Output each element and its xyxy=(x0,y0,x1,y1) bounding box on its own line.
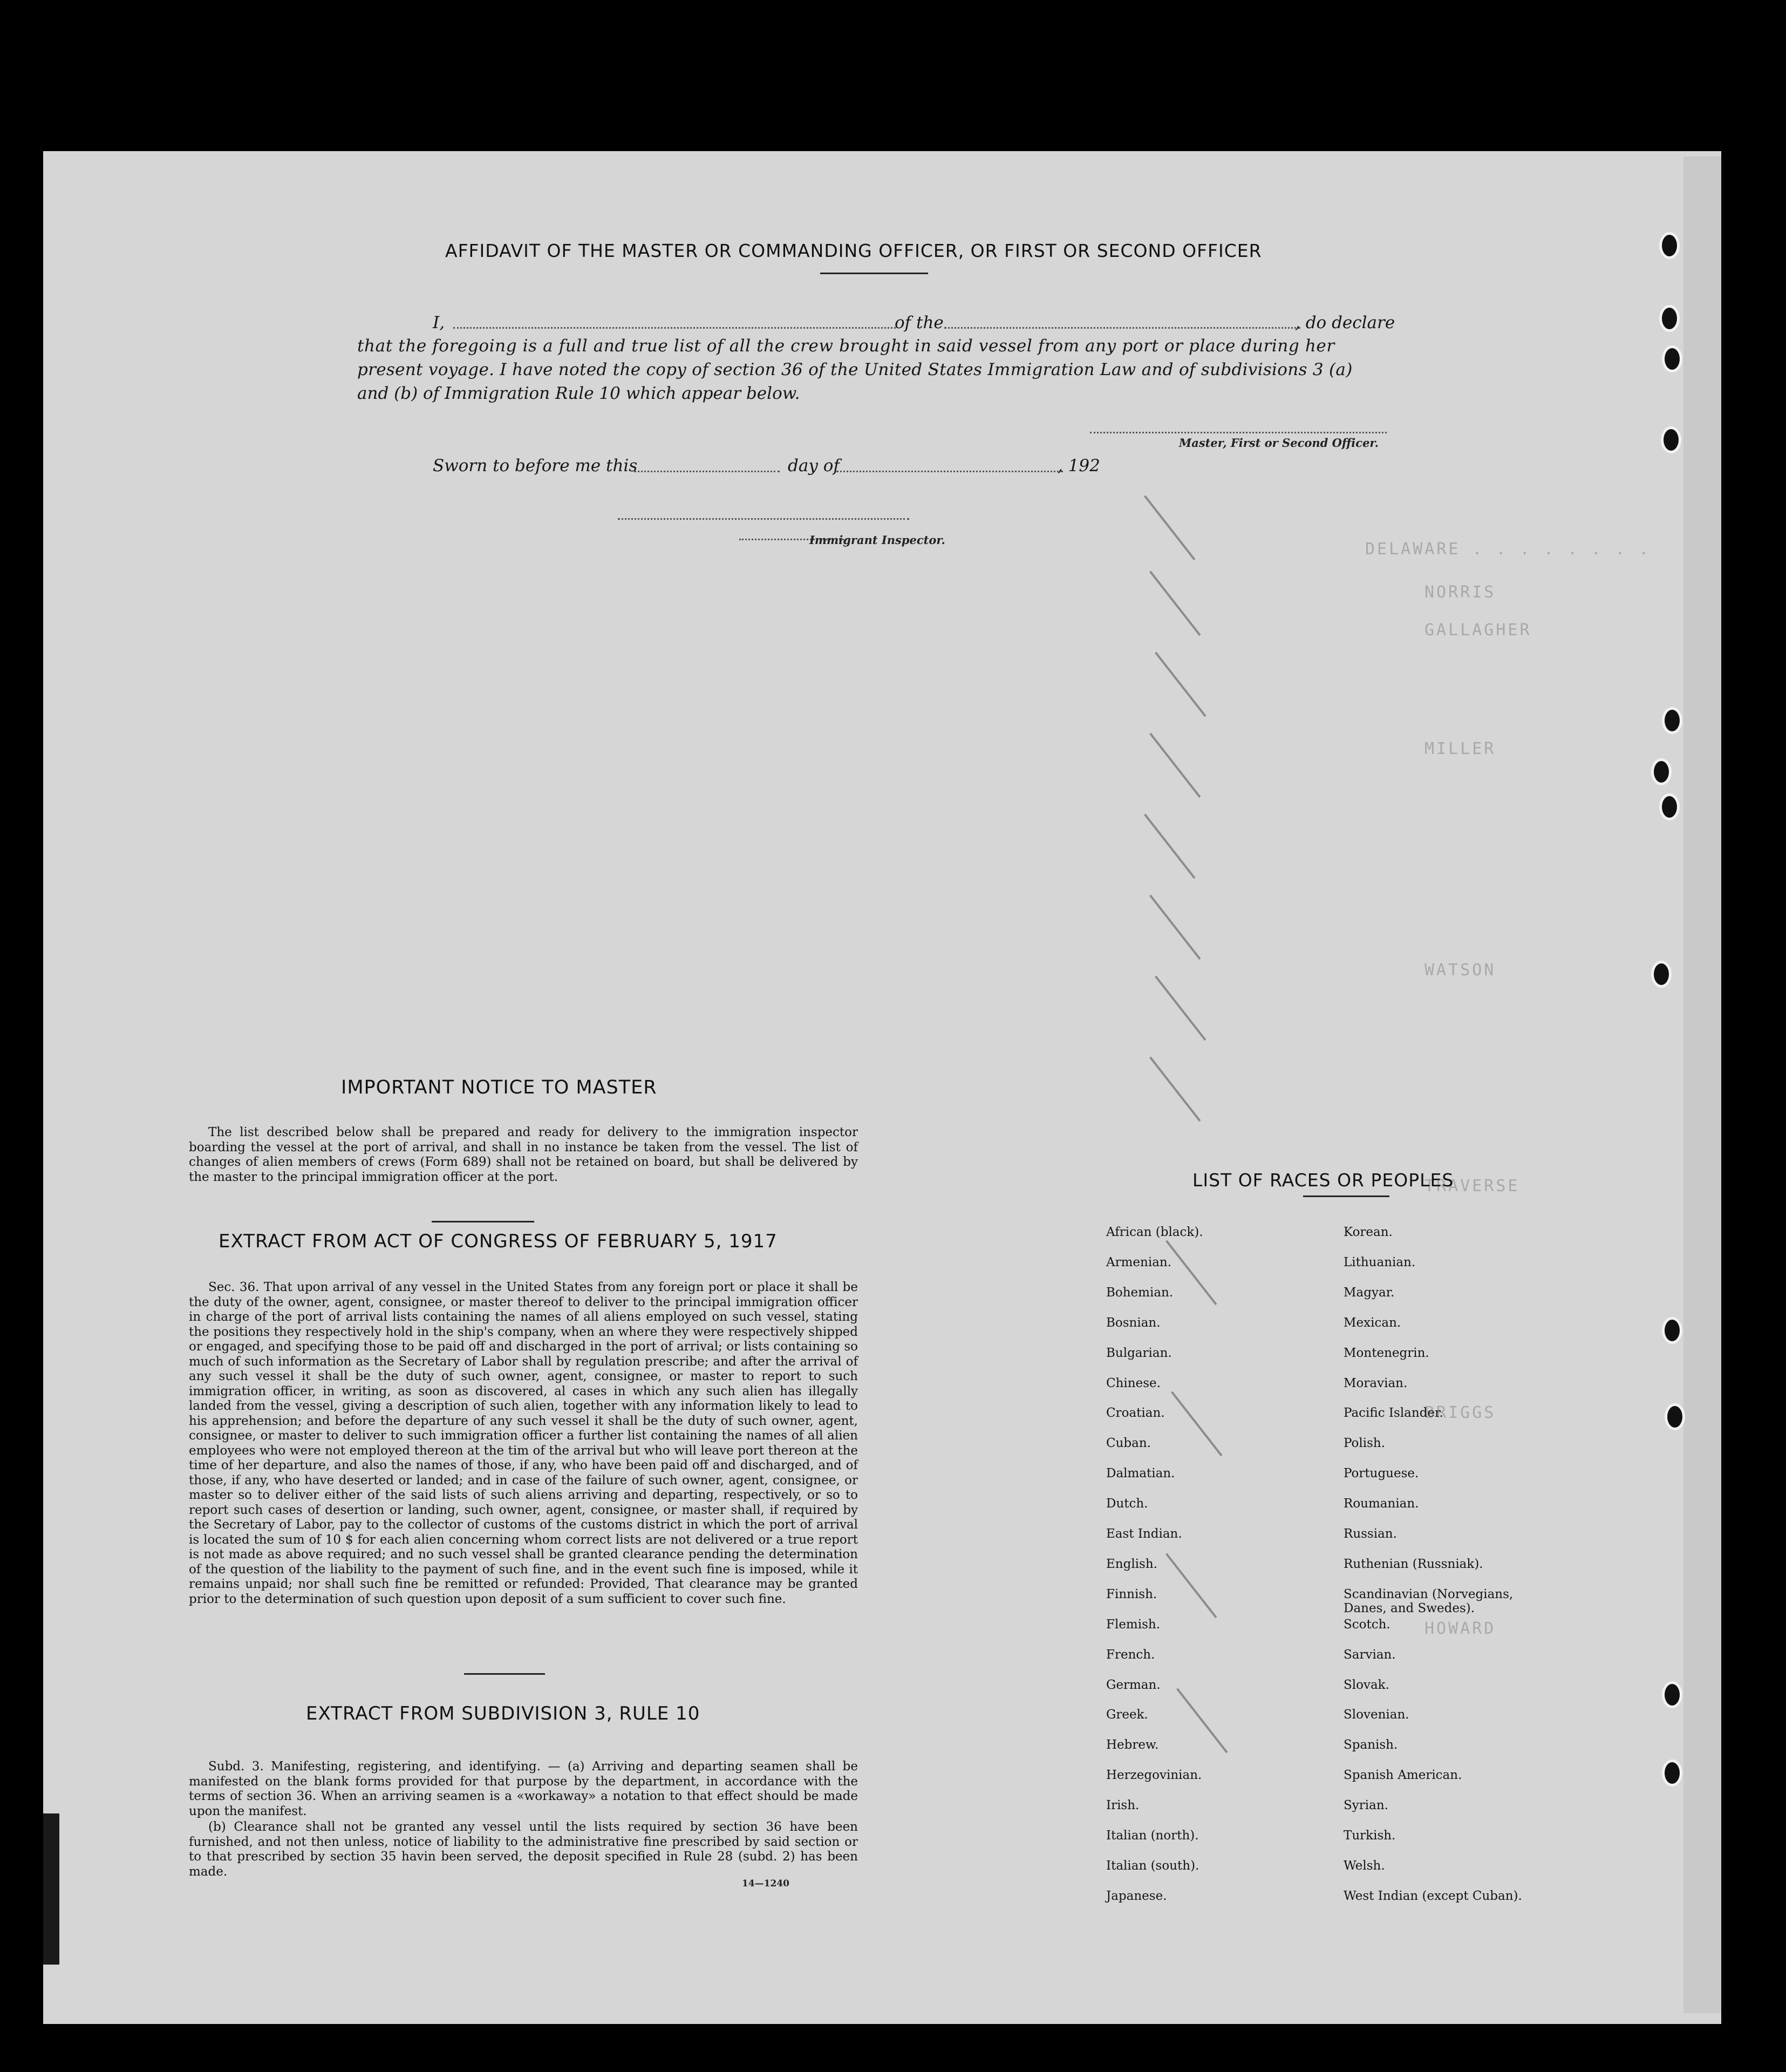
race-item: Magyar. xyxy=(1344,1285,1395,1300)
race-item: Japanese. xyxy=(1106,1888,1167,1903)
punch-hole xyxy=(1661,426,1681,453)
race-item: Bohemian. xyxy=(1106,1285,1174,1300)
rule-extract-text-b: (b) Clearance shall not be granted any vessel until the lists required by section 36 have been furnished, and not then unless, notice of liability to the administrative fine prescribed by said section or to that prescribed by section 35 havin been served, the deposit specified in Rule 28 (subd. 2) has been made. xyxy=(189,1820,858,1879)
race-item: Croatian. xyxy=(1106,1406,1165,1421)
act-extract-text: Sec. 36. That upon arrival of any vessel in the United States from any foreign port or place it shall be the duty of the owner, agent, consignee, or master thereof to deliver to the principal immigration officer in charge of the port of arrival lists containing the names of all aliens employed on such vessel, stating the positions they respectively hold in the ship's company, when an where they were respectively shipped or engaged, and specifying those to be paid off and discharged in the port of arrival; or lists containing so much of such information as the Secretary of Labor shall by regulation prescribe; and after the arrival of any such vessel it shall be the duty of such owner, agent, consignee, or master to report to such immigration officer, in writing, as soon as discovered, al cases in which any such alien has illegally landed from the vessel, giving a description of such alien, together with any information likely to lead to his apprehension; and before the departure of any such vessel it shall be the duty of such owner, agent, consignee, or master to deliver to such immigration officer a further list containing the names of all alien employees who were not employed thereon at the tim of the arrival but who will leave port thereon at the time of her departure, and also the names of those, if any, who have been paid off and discharged, and of those, if any, who have deserted or landed; and in case of the failure of such owner, agent, consignee, or master so to deliver either of the said lists of such aliens arriving and departing, respectively, or so to report such cases of desertion or landing, such owner, agent, consignee, or master shall, if required by the Secretary of Labor, pay to the collector of customs of the customs district in which the port of arrival is located the sum of 10 $ for each alien concerning whom correct lists are not delivered or a true report is not made as above required; and no such vessel shall be granted clearance pending the determination of the question of the liability to the payment of such fine, and in the event such fine is imposed, while it remains unpaid; nor shall such fine be remitted or refunded: Provided, That clearance may be granted prior to the determination of such question upon deposit of a sum sufficient to cover such fine. xyxy=(189,1280,858,1606)
sworn-day-of: day of xyxy=(788,456,840,475)
race-item: Portuguese. xyxy=(1344,1466,1419,1481)
master-signature-line[interactable] xyxy=(1090,432,1387,433)
race-item: Spanish. xyxy=(1344,1738,1398,1752)
race-item: French. xyxy=(1106,1647,1155,1662)
sworn-text: Sworn to before me this xyxy=(433,456,638,475)
next-page-edge xyxy=(1683,157,1721,2013)
race-item: Irish. xyxy=(1106,1798,1140,1813)
pencil-mark xyxy=(1155,976,1206,1041)
affidavit-i: I, xyxy=(433,313,445,332)
inspector-caption: Immigrant Inspector. xyxy=(809,533,945,547)
ghost-column: GALLAGHER xyxy=(1424,621,1532,640)
race-item: Spanish American. xyxy=(1344,1768,1462,1783)
master-caption: Master, First or Second Officer. xyxy=(1179,436,1379,450)
form-number: 14—1240 xyxy=(742,1878,789,1889)
punch-hole xyxy=(1662,1759,1682,1786)
punch-hole xyxy=(1659,793,1680,820)
punch-hole xyxy=(1659,305,1680,332)
race-item: Italian (south). xyxy=(1106,1858,1199,1873)
pencil-mark xyxy=(1176,1688,1228,1754)
race-item: Polish. xyxy=(1344,1436,1386,1451)
race-item: Hebrew. xyxy=(1106,1738,1159,1752)
race-item: Lithuanian. xyxy=(1344,1255,1416,1269)
punch-hole xyxy=(1651,758,1672,785)
race-item: Sarvian. xyxy=(1344,1647,1396,1662)
race-item: Italian (north). xyxy=(1106,1829,1199,1843)
pencil-mark xyxy=(1149,571,1201,636)
rule-extract-text-a: Subd. 3. Manifesting, registering, and identifying. — (a) Arriving and departing seamen shall be manifested on the blank forms provided for that purpose by the department, in accordance with the terms of section 36. When an arriving seamen is a «workaway» a notation to that effect should be made upon the manifest. xyxy=(189,1759,858,1818)
ghost-column: TRAVERSE xyxy=(1424,1177,1520,1195)
race-item: Dutch. xyxy=(1106,1497,1148,1511)
sworn-year: , 192 xyxy=(1058,456,1100,475)
race-item: Montenegrin. xyxy=(1344,1346,1429,1360)
race-item: Turkish. xyxy=(1344,1829,1396,1843)
affidavit-line-4: and (b) of Immigration Rule 10 which appear below. xyxy=(357,384,800,403)
race-item: Syrian. xyxy=(1344,1798,1388,1813)
scan-edge-mark xyxy=(43,1813,59,1965)
race-item: Cuban. xyxy=(1106,1436,1151,1451)
race-item: Russian. xyxy=(1344,1527,1397,1541)
pencil-mark xyxy=(1165,1553,1217,1619)
races-title: LIST OF RACES OR PEOPLES xyxy=(1192,1170,1454,1191)
race-item: Scandinavian (Norvegians, Danes, and Swedes). xyxy=(1344,1587,1514,1615)
race-item: Greek. xyxy=(1106,1708,1148,1722)
race-item: Herzegovinian. xyxy=(1106,1768,1202,1783)
affidavit-declare: , do declare xyxy=(1295,313,1395,332)
punch-hole xyxy=(1662,345,1682,372)
races-title-rule xyxy=(1303,1195,1389,1197)
race-item: Bosnian. xyxy=(1106,1315,1161,1330)
race-item: Scotch. xyxy=(1344,1617,1390,1632)
race-item: East Indian. xyxy=(1106,1527,1182,1541)
race-item: Dalmatian. xyxy=(1106,1466,1175,1481)
affidavit-title-rule xyxy=(820,273,928,274)
punch-hole xyxy=(1662,1317,1682,1344)
race-item: Bulgarian. xyxy=(1106,1346,1172,1360)
race-item: Armenian. xyxy=(1106,1255,1172,1269)
pencil-mark xyxy=(1149,733,1201,798)
affidavit-title: AFFIDAVIT OF THE MASTER OR COMMANDING OFFICER, OR FIRST OR SECOND OFFICER xyxy=(445,240,1262,261)
affidavit-line-2: that the foregoing is a full and true list of all the crew brought in said vessel from any port or place during her xyxy=(357,336,1335,356)
race-item: Slovak. xyxy=(1344,1677,1389,1692)
affidavit-line-3: present voyage. I have noted the copy of section 36 of the United States Immigration Law and of subdivisions 3 (a) xyxy=(357,360,1353,379)
vessel-blank-line[interactable] xyxy=(944,327,1300,329)
pencil-mark xyxy=(1149,895,1201,960)
pencil-mark xyxy=(1144,495,1196,561)
race-item: Korean. xyxy=(1344,1225,1393,1239)
race-item: Roumanian. xyxy=(1344,1497,1419,1511)
race-item: Pacific Islander. xyxy=(1344,1406,1443,1421)
ghost-column: DELAWARE . . . . . . . . xyxy=(1365,540,1651,559)
punch-hole xyxy=(1651,961,1672,988)
pencil-mark xyxy=(1155,652,1206,717)
pencil-mark xyxy=(1165,1240,1217,1306)
race-item: Welsh. xyxy=(1344,1858,1385,1873)
race-item: English. xyxy=(1106,1557,1157,1571)
rule-extract-title: EXTRACT FROM SUBDIVISION 3, RULE 10 xyxy=(306,1703,700,1724)
ghost-column: HOWARD xyxy=(1424,1619,1496,1638)
race-item: Moravian. xyxy=(1344,1376,1408,1390)
document-sheet xyxy=(43,151,1721,2024)
race-item: Flemish. xyxy=(1106,1617,1161,1632)
race-item: West Indian (except Cuban). xyxy=(1344,1888,1522,1903)
race-item: Finnish. xyxy=(1106,1587,1157,1601)
punch-hole xyxy=(1662,1681,1682,1708)
race-item: Ruthenian (Russniak). xyxy=(1344,1557,1483,1571)
inspector-signature-line[interactable] xyxy=(618,518,909,520)
ghost-column: MILLER xyxy=(1424,739,1496,758)
punch-hole xyxy=(1665,1403,1685,1430)
race-item: Slovenian. xyxy=(1344,1708,1409,1722)
pencil-mark xyxy=(1149,1057,1201,1122)
ghost-column: NORRIS xyxy=(1424,583,1496,602)
act-extract-title: EXTRACT FROM ACT OF CONGRESS OF FEBRUARY 5, 1917 xyxy=(219,1231,778,1252)
notice-rule xyxy=(432,1221,534,1222)
punch-hole xyxy=(1662,707,1682,734)
race-item: Chinese. xyxy=(1106,1376,1161,1390)
race-item: German. xyxy=(1106,1677,1161,1692)
notice-title: IMPORTANT NOTICE TO MASTER xyxy=(341,1077,657,1098)
ghost-column: WATSON xyxy=(1424,961,1496,980)
affidavit-of-the: of the xyxy=(895,313,944,332)
act-extract-rule xyxy=(464,1673,545,1675)
race-item: African (black). xyxy=(1106,1225,1203,1239)
sworn-day-blank[interactable] xyxy=(634,471,780,472)
race-item: Mexican. xyxy=(1344,1315,1401,1330)
ghost-column: BRIGGS xyxy=(1424,1403,1496,1422)
sworn-month-blank[interactable] xyxy=(836,471,1063,472)
pencil-mark xyxy=(1171,1391,1223,1457)
pencil-mark xyxy=(1144,814,1196,879)
notice-text: The list described below shall be prepared and ready for delivery to the immigration inspector boarding the vessel at the port of arrival, and shall in no instance be taken from the vessel. The list of changes of alien members of crews (Form 689) shall not be retained on board, but shall be delivered by the master to the principal immigration officer at the port. xyxy=(189,1125,858,1184)
name-blank-line[interactable] xyxy=(453,327,896,329)
punch-hole xyxy=(1659,232,1680,259)
